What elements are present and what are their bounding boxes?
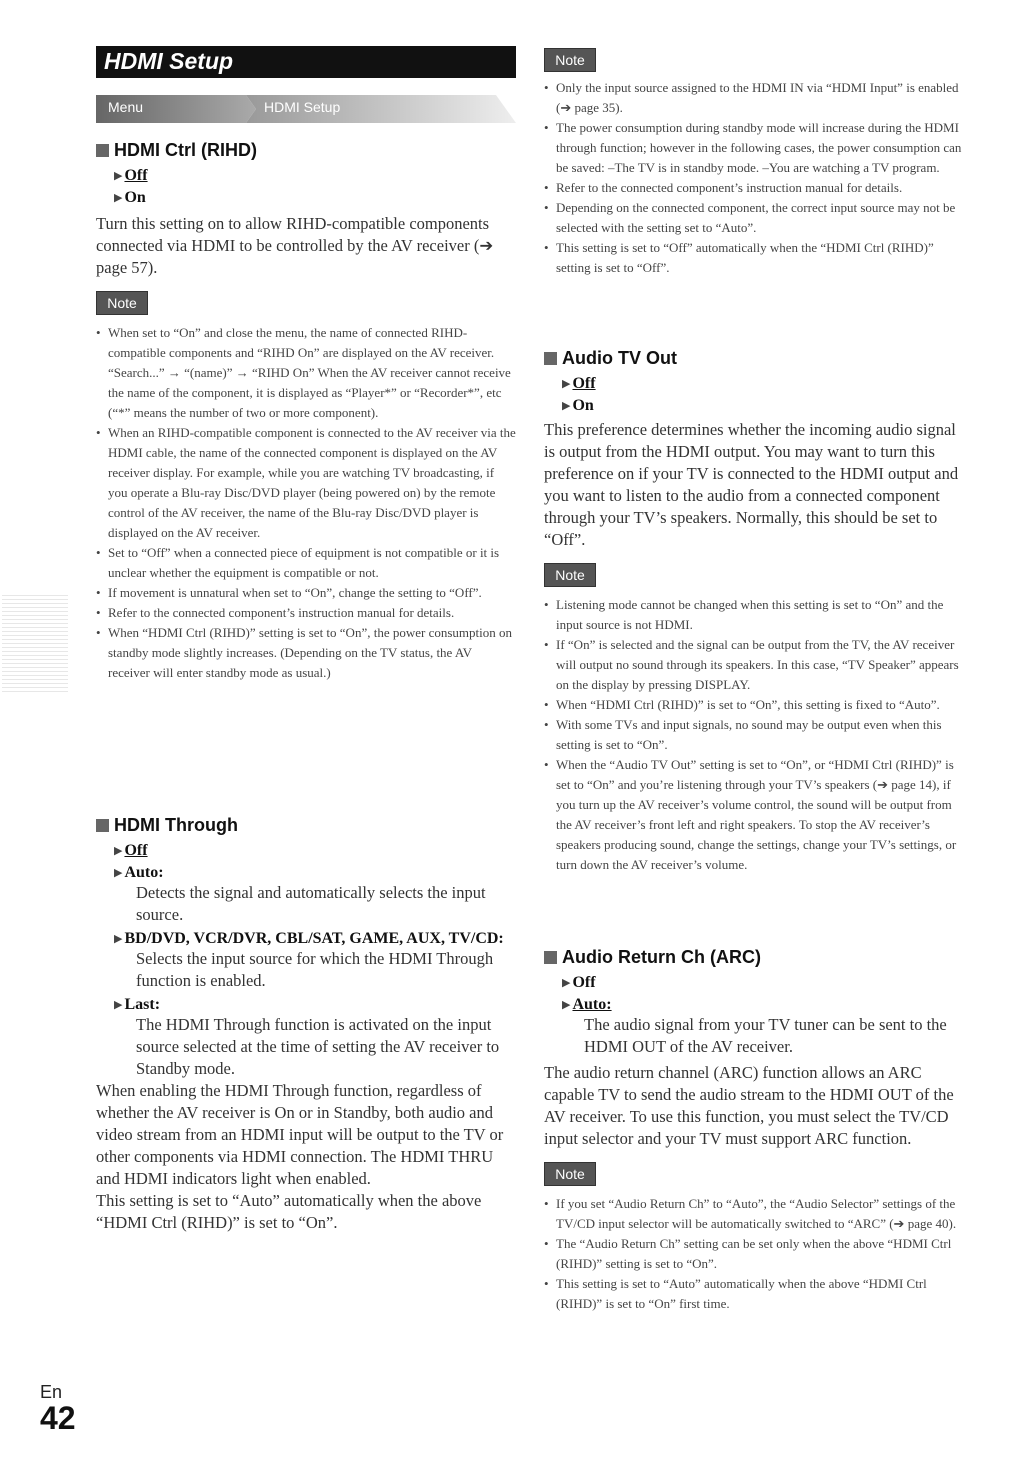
triangle-icon: ▶ (114, 192, 123, 204)
rihd-body: Turn this setting on to allow RIHD-compatible components connected via HDMI to be controlled by the AV receiver (➔ page 57). (96, 214, 494, 277)
audio-tv-section (544, 348, 964, 875)
auto-desc: Detects the signal and automatically selects the input source. (136, 883, 486, 924)
note-item: • If “On” is selected and the signal can be output from the TV, the AV receiver will output no sound through its speakers. In this case, “TV Speaker” appears on the display by pressing DISPLAY. (544, 635, 964, 695)
note-item: • Refer to the connected component’s instruction manual for details. (96, 603, 516, 623)
through-body-1: When enabling the HDMI Through function, regardless of whether the AV receiver is On or in Standby, both audio and video stream from an HDMI input will be output to the TV or other components via HDMI connection. The HDMI THRU and HDMI indicators light when enabled. (96, 1081, 504, 1188)
heading-square-icon (96, 144, 109, 157)
triangle-icon: ▶ (562, 378, 571, 390)
through-body-2: This setting is set to “Auto” automatically when the above “HDMI Ctrl (RIHD)” is set to “On”. (96, 1191, 482, 1232)
arc-section (544, 947, 964, 1314)
note-badge: Note (544, 563, 596, 587)
triangle-icon: ▶ (562, 400, 571, 412)
option-auto: ▶ Auto: (114, 864, 164, 881)
note-badge: Note (544, 1162, 596, 1186)
triangle-icon: ▶ (114, 933, 123, 945)
note-item: • When set to “On” and close the menu, the name of connected RIHD-compatible components and “RIHD On” are displayed on the AV receiver. “Search...” → “(name)” → “RIHD On” When the AV receiver cannot receive the name of the component, it is displayed as “Player*” or “Recorder*”, etc (“*” means the number of two or more component). (96, 323, 516, 423)
triangle-icon: ▶ (114, 170, 123, 182)
note-item: • The “Audio Return Ch” setting can be set only when the above “HDMI Ctrl (RIHD)” setting is set to “On”. (544, 1234, 964, 1274)
note-item: • The power consumption during standby mode will increase during the HDMI through function; however in the following cases, the power consumption can be saved: –The TV is in standby mode. –You are watching a TV program. (544, 118, 964, 178)
option-off: ▶ Off (562, 375, 596, 392)
breadcrumb-menu: Menu (108, 99, 144, 115)
note-item: • Listening mode cannot be changed when this setting is set to “On” and the input source is not HDMI. (544, 595, 964, 635)
note-item: • This setting is set to “Auto” automatically when the above “HDMI Ctrl (RIHD)” is set to “On” first time. (544, 1274, 964, 1314)
option-inputs: ▶ BD/DVD, VCR/DVR, CBL/SAT, GAME, AUX, TV/CD: (114, 930, 504, 947)
section-banner (96, 46, 516, 78)
note-badge: Note (544, 48, 596, 72)
rihd-section (96, 140, 516, 683)
note-item: • With some TVs and input signals, no sound may be output even when this setting is set to “On”. (544, 715, 964, 755)
note-badge: Note (96, 291, 148, 315)
inputs-desc: Selects the input source for which the HDMI Through function is enabled. (136, 949, 494, 990)
audio-tv-body: This preference determines whether the incoming audio signal is output from the HDMI output. You may want to turn this preference on if your TV is connected to the HDMI output and you want to listen to the audio from a connected component through your TV’s speakers. Normally, this should be set to “Off”. (544, 420, 959, 549)
right-note-1 (544, 48, 964, 278)
rihd-heading: HDMI Ctrl (RIHD) (96, 140, 516, 161)
audio-tv-heading: Audio TV Out (544, 348, 964, 369)
arc-auto-desc: The audio signal from your TV tuner can be sent to the HDMI OUT of the AV receiver. (584, 1015, 947, 1056)
note-item: • If movement is unnatural when set to “On”, change the setting to “Off”. (96, 583, 516, 603)
heading-square-icon (96, 819, 109, 832)
last-desc: The HDMI Through function is activated on the input source selected at the time of setting the AV receiver to Standby mode. (136, 1015, 500, 1078)
page-language: En (40, 1382, 63, 1402)
triangle-icon: ▶ (562, 977, 571, 989)
triangle-icon: ▶ (114, 999, 123, 1011)
note-item: • Only the input source assigned to the HDMI IN via “HDMI Input” is enabled (➔ page 35). (544, 78, 964, 118)
triangle-icon: ▶ (562, 999, 571, 1011)
breadcrumb (96, 95, 516, 123)
note-item: • This setting is set to “Off” automatically when the “HDMI Ctrl (RIHD)” setting is set to “Off”. (544, 238, 964, 278)
note-item: • Refer to the connected component’s instruction manual for details. (544, 178, 964, 198)
option-off: ▶ Off (114, 842, 148, 859)
through-heading: HDMI Through (96, 815, 516, 836)
triangle-icon: ▶ (114, 867, 123, 879)
arc-body: The audio return channel (ARC) function allows an ARC capable TV to send the audio stream to the HDMI OUT of the AV receiver. To use this function, you must select the TV/CD input selector and your TV must support ARC function. (544, 1063, 954, 1148)
margin-bleed-through (2, 592, 68, 692)
audio-tv-notes (544, 595, 964, 875)
arc-notes (544, 1194, 964, 1314)
page-number: 42 (40, 1400, 76, 1436)
option-off: ▶ Off (562, 974, 596, 991)
note-item: • When an RIHD-compatible component is connected to the AV receiver via the HDMI cable, the name of the connected component is displayed on the AV receiver display. For example, while you are watching TV broadcasting, if you operate a Blu-ray Disc/DVD player (being powered on) by the remote control of the AV receiver, the name of the Blu-ray Disc/DVD player is displayed on the AV receiver. (96, 423, 516, 543)
option-last: ▶ Last: (114, 996, 161, 1013)
breadcrumb-current: HDMI Setup (264, 99, 341, 115)
through-notes (544, 78, 964, 278)
option-off: ▶ Off (114, 167, 148, 184)
through-section (96, 815, 516, 1234)
note-item: • If you set “Audio Return Ch” to “Auto”, the “Audio Selector” settings of the TV/CD input selector will be automatically switched to “ARC” (➔ page 40). (544, 1194, 964, 1234)
option-auto: ▶ Auto: (562, 996, 612, 1013)
note-item: • Set to “Off” when a connected piece of equipment is not compatible or it is unclear whether the equipment is compatible or not. (96, 543, 516, 583)
rihd-notes (96, 323, 516, 683)
option-on: ▶ On (562, 397, 594, 414)
heading-square-icon (544, 352, 557, 365)
note-item: • Depending on the connected component, the correct input source may not be selected with the setting set to “Auto”. (544, 198, 964, 238)
option-on: ▶ On (114, 189, 146, 206)
note-item: • When “HDMI Ctrl (RIHD)” setting is set to “On”, the power consumption on standby mode slightly increases. (Depending on the TV status, the AV receiver will enter standby mode as usual.) (96, 623, 516, 683)
heading-square-icon (544, 951, 557, 964)
triangle-icon: ▶ (114, 845, 123, 857)
section-title: HDMI Setup (104, 48, 234, 74)
note-item: • When the “Audio TV Out” setting is set to “On”, or “HDMI Ctrl (RIHD)” is set to “On” and you’re listening through your TV’s speakers (➔ page 14), if you turn up the AV receiver’s volume control, the sound will be output from the AV receiver’s front left and right speakers. To stop the AV receiver’s speakers producing sound, change the settings, change your TV’s settings, or turn down the AV receiver’s volume. (544, 755, 964, 875)
arc-heading: Audio Return Ch (ARC) (544, 947, 964, 968)
note-item: • When “HDMI Ctrl (RIHD)” is set to “On”, this setting is fixed to “Auto”. (544, 695, 964, 715)
